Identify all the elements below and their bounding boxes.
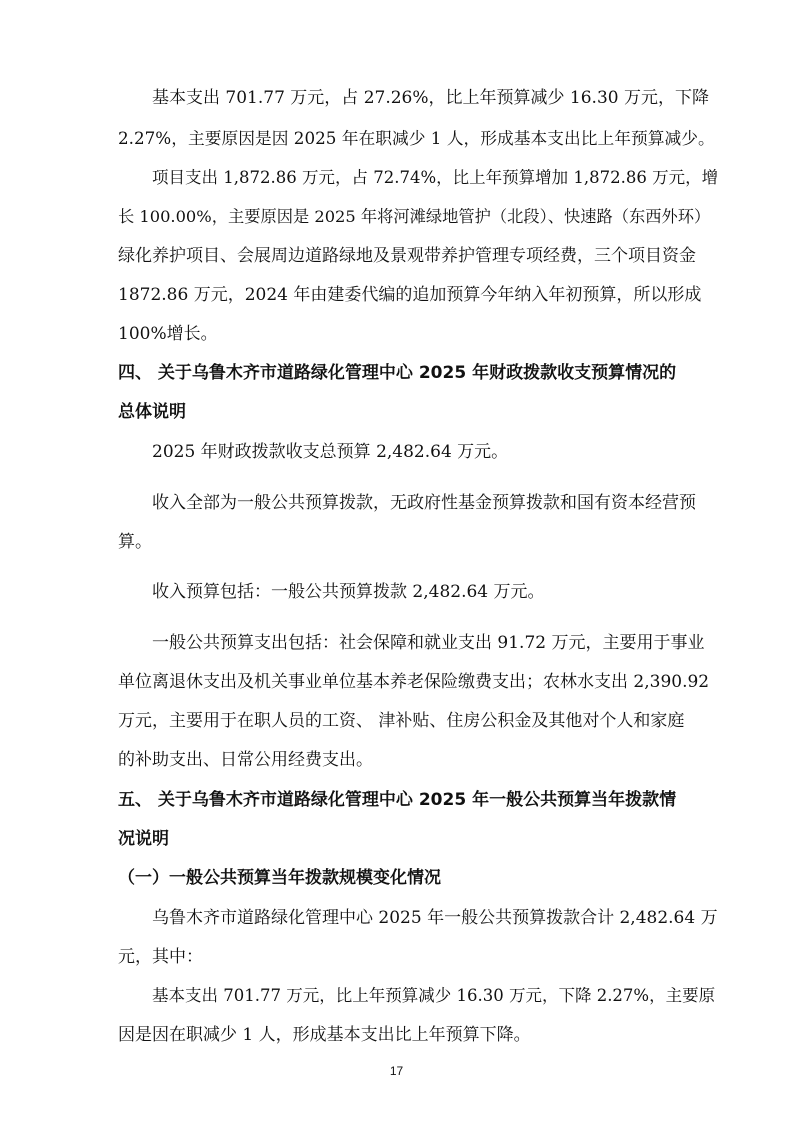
paragraph-line: 万元，主要用于在职人员的工资、 津补贴、住房公积金及其他对个人和家庭 (118, 711, 685, 731)
paragraph-line: 单位离退休支出及机关事业单位基本养老保险缴费支出；农林水支出 2,390.92 (118, 672, 710, 692)
paragraph-line: 乌鲁木齐市道路绿化管理中心 2025 年一般公共预算拨款合计 2,482.64 万 (152, 908, 718, 928)
subsection-heading: （一）一般公共预算当年拨款规模变化情况 (118, 868, 441, 888)
paragraph-line: 100%增长。 (118, 324, 218, 344)
paragraph-line: 因是因在职减少 1 人，形成基本支出比上年预算下降。 (118, 1025, 531, 1045)
section-heading: 五、 关于乌鲁木齐市道路绿化管理中心 2025 年一般公共预算当年拨款情 (118, 790, 677, 810)
section-heading: 四、 关于乌鲁木齐市道路绿化管理中心 2025 年财政拨款收支预算情况的 (118, 363, 677, 383)
paragraph-line: 1872.86 万元，2024 年由建委代编的追加预算今年纳入年初预算，所以形成 (118, 285, 702, 305)
paragraph-line: 收入全部为一般公共预算拨款，无政府性基金预算拨款和国有资本经营预 (152, 493, 696, 513)
paragraph-line: 算。 (118, 532, 152, 552)
paragraph-line: 一般公共预算支出包括：社会保障和就业支出 91.72 万元，主要用于事业 (152, 633, 705, 653)
page-number: 17 (389, 1064, 404, 1078)
paragraph-line: 长 100.00%，主要原因是 2025 年将河滩绿地管护（北段）、快速路（东西外环） (118, 207, 711, 226)
paragraph-line: 基本支出 701.77 万元，比上年预算减少 16.30 万元，下降 2.27%，主要原 (152, 986, 716, 1005)
paragraph-line: 元，其中： (118, 947, 203, 967)
paragraph-line: 2025 年财政拨款收支总预算 2,482.64 万元。 (152, 442, 509, 462)
paragraph-line: 收入预算包括：一般公共预算拨款 2,482.64 万元。 (152, 582, 545, 602)
paragraph-line: 基本支出 701.77 万元，占 27.26%，比上年预算减少 16.30 万元，下降 (152, 88, 709, 108)
paragraph-line: 项目支出 1,872.86 万元，占 72.74%，比上年预算增加 1,872.86 万元，增 (152, 168, 719, 187)
paragraph-line: 的补助支出、日常公用经费支出。 (118, 750, 373, 770)
section-heading: 况说明 (118, 829, 169, 849)
paragraph-line: 绿化养护项目、会展周边道路绿地及景观带养护管理专项经费，三个项目资金 (118, 246, 696, 266)
paragraph-line: 2.27%，主要原因是因 2025 年在职减少 1 人，形成基本支出比上年预算减少。 (118, 128, 715, 148)
section-heading: 总体说明 (118, 402, 186, 422)
